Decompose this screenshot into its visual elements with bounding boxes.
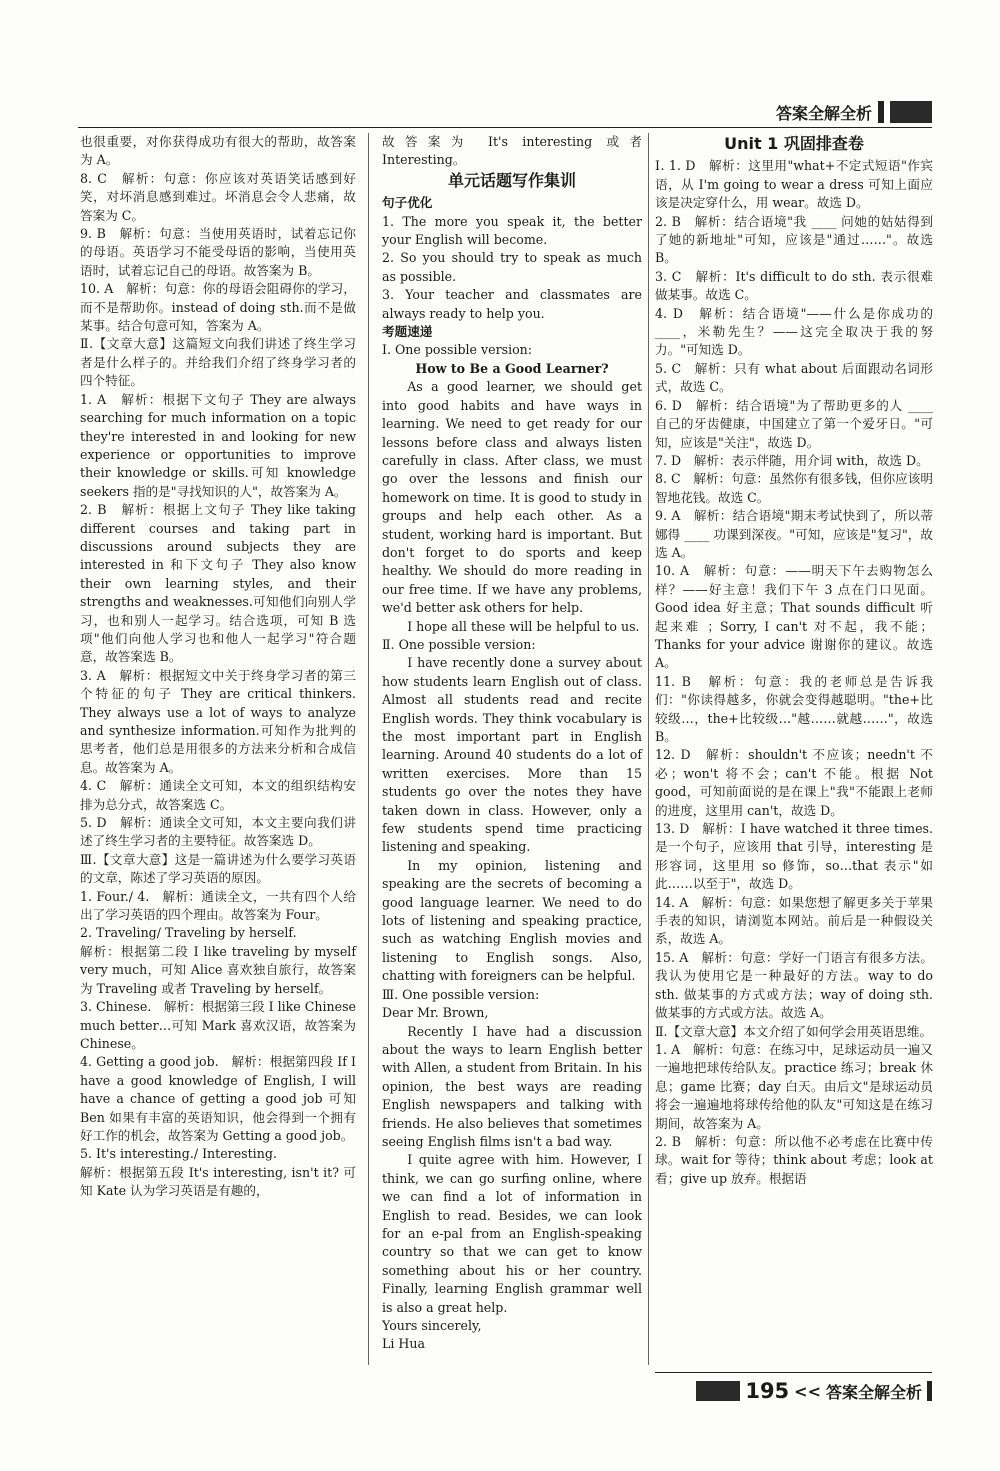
header-title: 答案全解全析: [775, 103, 872, 123]
sentence-item: 2. So you should try to speak as much as possible.: [382, 250, 642, 284]
answer-paragraph: Ⅱ.【文章大意】本文介绍了如何学会用英语思维。: [655, 1023, 933, 1039]
essay-paragraph: I hope all these will be helpful to us.: [407, 618, 640, 634]
answer-paragraph: 解析：根据第二段 I like traveling by myself very much，可知 Alice 喜欢独自旅行，故答案为 Traveling 或者 Traveling by herself。: [80, 943, 356, 996]
letter-greeting: Dear Mr. Brown,: [382, 1005, 489, 1021]
page-footer: [696, 1376, 932, 1406]
answer-paragraph: 9. B 解析：句意：当使用英语时，试着忘记你的母语。英语学习不能受母语的影响，当使用英语时，试着忘记自己的母语。故答案为 B。: [80, 226, 356, 278]
answer-paragraph: 6. D 解析：结合语境"为了帮助更多的人 ____ 自己的牙齿健康，中国建立了第一个爱牙日。"可知，应该是"关注"，故选 D。: [655, 397, 933, 450]
answer-paragraph: 4. C 解析：通读全文可知，本文的组织结构安排为总分式，故答案选 C。: [80, 778, 356, 812]
answer-paragraph: 2. B 解析：句意：所以他不必考虑在比赛中传球。wait for 等待；think about 考虑；look at 看；give up 放弃。根据语: [655, 1133, 933, 1186]
letter-closing: Yours sincerely,: [382, 1318, 482, 1333]
answer-paragraph: 8. C 解析：句意：虽然你有很多钱，但你应该明智地花钱。故选 C。: [655, 471, 933, 505]
answer-paragraph: 3. A 解析：根据短文中关于终身学习者的第三个特征的句子 They are critical thinkers. They always use a lot of ways to analyze and synthesize information.可知作为批判的思考者，他们总是用很多的方法来分析和合成信息。故答案为 A。: [80, 667, 356, 775]
answer-paragraph: 3. Chinese. 解析：根据第三段 I like Chinese much better…可知 Mark 喜欢汉语，故答案为 Chinese。: [80, 999, 356, 1051]
essay-paragraph: In my opinion, listening and speaking are the secrets of becoming a good language learner. We need to do lots of listening and speaking practice, such as watching English movies and listening to English songs. Also, chatting with foreigners can be helpful.: [382, 857, 642, 984]
answer-paragraph: 4. D 解析：结合语境"——什么是你成功的 ____，米勒先生？——这完全取决于我的努力。"可知选 D。: [655, 305, 933, 358]
essay-paragraph: As a good learner, we should get into good habits and have ways in learning. We need to get ready for our lessons before class and always listen carefully in class. After class, we must go over the lessons and finish our homework on time. It is good to study in groups and help each other. As a student, working hard is important. But don't forget to do sports and keep healthy. We should do more reading in our free time. If we have any problems, we'd better ask others for help.: [382, 379, 642, 616]
essay-paragraph: I quite agree with him. However, I think, we can go surfing online, where we can find a lot of information in English to read. Besides, we can look for an e-pal from an English-speaking country so that we can get to know something about his or her country. Finally, learning English grammar well is also a great help.: [382, 1152, 642, 1315]
answer-paragraph: 7. D 解析：表示伴随，用介词 with，故选 D。: [655, 452, 929, 468]
answer-paragraph: 2. Traveling/ Traveling by herself.: [80, 925, 297, 941]
answer-paragraph: 13. D 解析：I have watched it three times.是一个句子，应该用 that 引导，interesting 是形容词，这里用 so 修饰，so…that 表示"如此……以至于"，故选 D。: [655, 821, 933, 892]
sentence-item: 1. The more you speak it, the better your English will become.: [382, 213, 642, 248]
header-box: [890, 101, 932, 123]
column-2: [382, 133, 642, 1354]
footer-title: 答案全解全析: [825, 1382, 922, 1402]
answer-paragraph: 2. B 解析：结合语境"我 ____ 问她的姑姑得到了她的新地址"可知，应该是"通过……"。故选 B。: [655, 213, 933, 266]
version-heading: Ⅲ. One possible version:: [382, 986, 540, 1002]
header-rule: [78, 127, 932, 128]
section-title: Unit 1 巩固排查卷: [724, 134, 864, 153]
page-number: 195: [745, 1379, 790, 1403]
answer-paragraph: 也很重要，对你获得成功有很大的帮助，故答案为 A。: [80, 134, 356, 168]
answer-paragraph: 解析：根据第五段 It's interesting, isn't it? 可知 Kate 认为学习英语是有趣的，: [80, 1164, 356, 1199]
subsection-title: 句子优化: [382, 195, 433, 211]
column-divider-2: [648, 133, 649, 1365]
answer-paragraph: 9. A 解析：结合语境"期末考试快到了，所以蒂娜得 ____ 功课到深夜。"可知，应该是"复习"，故选 A。: [655, 508, 933, 560]
sentence-item: 3. Your teacher and classmates are always ready to help you.: [382, 287, 642, 321]
header-bar: [878, 101, 884, 123]
version-heading: Ⅱ. One possible version:: [382, 636, 536, 652]
letter-signature: Li Hua: [382, 1336, 425, 1352]
page-header: [776, 100, 932, 124]
footer-bar: [927, 1381, 932, 1401]
answer-paragraph: 8. C 解析：句意：你应该对英语笑话感到好笑，对坏消息感到难过。坏消息会令人悲痛，故答案为 C。: [80, 170, 356, 223]
answer-paragraph: Ⅰ. 1. D 解析：这里用"what+不定式短语"作宾语，从 I'm going to wear a dress 可知上面应该是决定穿什么，用 wear。故选 D。: [655, 158, 933, 211]
answer-paragraph: 1. A 解析：根据下文句子 They are always searching for much information on a topic they're interested in and looking for new experience or opportunities to improve their knowledge or skills.可知 knowledge seekers 指的是"寻找知识的人"，故答案为 A。: [80, 391, 356, 499]
subsection-title: 考题速递: [382, 324, 433, 340]
column-divider-1: [368, 133, 369, 1365]
answer-paragraph: 5. C 解析：只有 what about 后面跟动名词形式，故选 C。: [655, 360, 933, 395]
answer-paragraph: 1. A 解析：句意：在练习中，足球运动员一遍又一遍地把球传给队友。practice 练习；break 休息；game 比赛；day 白天。由后文"是球运动员将会一遍遍地将球传给他的队友"可知这是在练习期间，故答案为 A。: [655, 1041, 933, 1131]
answer-paragraph: 2. B 解析：根据上文句子 They like taking different courses and taking part in discussions around subjects they are interested in 和下文句子 They also know their own learning styles, and their strengths and weaknesses.可知他们向别人学习，也和别人一起学习。结合选项，可知 B 选项"他们向他人学习也和他人一起学习"符合题意，故答案选 B。: [80, 502, 356, 665]
essay-paragraph: Recently I have had a discussion about the ways to learn English better with Allen, a student from Britain. In his opinion, the best ways are reading English newspapers and talking with friends. He also believes that sometimes seeing English films isn't a bad way.: [382, 1023, 642, 1149]
essay-paragraph: I have recently done a survey about how students learn English out of class. Almost all students read and recite English words. They think vocabulary is the most important part in English learning. Around 40 students do a lot of written exercises. More than 15 students go over the notes they have taken down in class. However, only a few students spend time practicing listening and speaking.: [382, 655, 642, 855]
answer-paragraph: 15. A 解析：句意：学好一门语言有很多方法。我认为使用它是一种最好的方法。way to do sth. 做某事的方式或方法；way of doing sth. 做某事的方式或方法。故选 A。: [655, 949, 933, 1021]
answer-paragraph: 11. B 解析：句意：我的老师总是告诉我们："你读得越多，你就会变得越聪明。"the+比较级…，the+比较级…"越……就越……"，故选 B。: [655, 673, 933, 744]
answer-paragraph: 14. A 解析：句意：如果您想了解更多关于苹果手表的知识，请浏览本网站。前后是一种假设关系，故选 A。: [655, 894, 933, 947]
answer-paragraph: 10. A 解析：句意：——明天下午去购物怎么样？——好主意！我们下午 3 点在门口见面。Good idea 好主意；That sounds difficult 听起来难 ；Sorry, I can't 对不起，我不能；Thanks for your advice 谢谢你的建议。故选 A。: [655, 563, 933, 671]
answer-paragraph: 10. A 解析：句意：你的母语会阻碍你的学习，而不是帮助你。instead of doing sth.而不是做某事。结合句意可知，答案为 A。: [80, 281, 356, 334]
double-chevron-icon: <<: [794, 1381, 821, 1401]
answer-paragraph: 故答案为 It's interesting 或者 Interesting。: [382, 134, 642, 168]
answer-paragraph: Ⅱ.【文章大意】这篇短文向我们讲述了终生学习者是什么样子的。并给我们介绍了终身学习者的四个特征。: [80, 336, 356, 389]
answer-paragraph: 12. D 解析：shouldn't 不应该；needn't 不必；won't 将不会；can't 不能。根据 Not good，可知前面说的是在课上"我"不能跟上老师的进度，这里用 can't，故选 D。: [655, 747, 933, 818]
answer-paragraph: 3. C 解析：It's difficult to do sth. 表示很难做某事。故选 C。: [655, 268, 933, 303]
section-title: 单元话题写作集训: [447, 170, 576, 190]
column-1: [80, 133, 356, 1201]
answer-paragraph: 5. D 解析：通读全文可知，本文主要向我们讲述了终生学习者的主要特征。故答案选 D。: [80, 815, 356, 849]
answer-paragraph: Ⅲ.【文章大意】这是一篇讲述为什么要学习英语的文章，陈述了学习英语的原因。: [80, 851, 356, 886]
footer-rule: [655, 1372, 932, 1373]
column-3: [655, 133, 933, 1188]
footer-box: [696, 1381, 740, 1401]
essay-title: How to Be a Good Learner?: [415, 360, 609, 376]
answer-paragraph: 1. Four./ 4. 解析：通读全文，一共有四个人给出了学习英语的四个理由。故答案为 Four。: [80, 888, 356, 923]
version-heading: Ⅰ. One possible version:: [382, 342, 533, 358]
answer-paragraph: 4. Getting a good job. 解析：根据第四段 If I have a good knowledge of English, I will have a chance of getting a good job 可知 Ben 如果有丰富的英语知识，他会得到一个拥有好工作的机会，故答案为 Getting a good job。: [80, 1054, 356, 1143]
answer-paragraph: 5. It's interesting./ Interesting.: [80, 1146, 277, 1162]
